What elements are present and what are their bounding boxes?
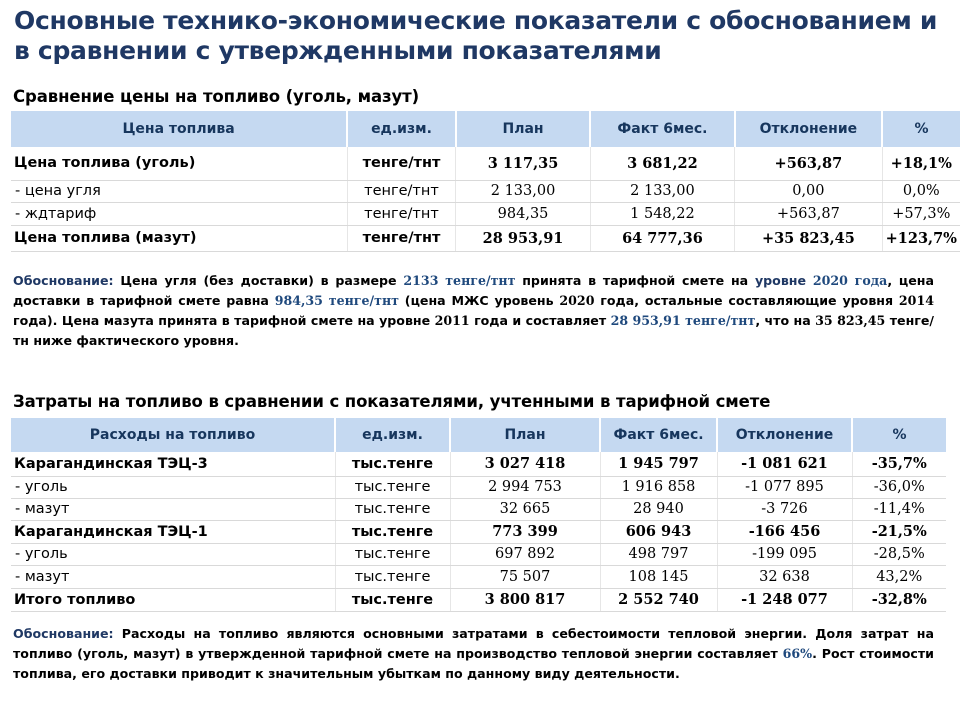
year-value: 2020 <box>559 293 595 308</box>
deviation-cell: -166 456 <box>717 520 852 543</box>
section1-justification <box>13 271 934 351</box>
table-row <box>11 202 960 225</box>
table-row <box>11 588 946 611</box>
deviation-cell: 32 638 <box>717 565 852 588</box>
percent-cell: +123,7% <box>882 225 960 251</box>
justification-text: , цена доставки в тарифной смете равна <box>13 273 934 308</box>
col-header: ед.изм. <box>335 418 450 452</box>
col-header: % <box>882 111 960 147</box>
plan-cell: 3 117,35 <box>456 147 590 180</box>
table-row <box>11 565 946 588</box>
col-header: Цена топлива <box>11 111 347 147</box>
justification-text: . Рост стоимости топлива, его доставки приводит к значительным убыткам по данному виду деятельности. <box>13 646 934 681</box>
fact-cell: 3 681,22 <box>590 147 734 180</box>
plan-cell: 3 027 418 <box>450 452 600 476</box>
col-header: Факт 6мес. <box>590 111 734 147</box>
unit-cell: тыс.тенге <box>335 565 450 588</box>
table-row <box>11 147 960 180</box>
fact-cell: 606 943 <box>600 520 717 543</box>
col-header: План <box>456 111 590 147</box>
unit-cell: тыс.тенге <box>335 498 450 520</box>
justification-text: года и составляет <box>469 313 611 328</box>
section2-justification <box>13 624 934 684</box>
fact-cell: 2 552 740 <box>600 588 717 611</box>
col-header: Отклонение <box>717 418 852 452</box>
justification-text: года, остальные составляющие уровня <box>594 293 899 308</box>
share-value: 66% <box>782 646 813 661</box>
year-value: 2011 <box>434 313 470 328</box>
row-label: - ждтариф <box>11 202 347 225</box>
unit-cell: тыс.тенге <box>335 543 450 565</box>
unit-cell: тыс.тенге <box>335 452 450 476</box>
unit-cell: тенге/тнт <box>347 180 456 202</box>
unit-cell: тыс.тенге <box>335 588 450 611</box>
deviation-cell: +563,87 <box>735 202 882 225</box>
justification-text: года). Цена мазута принята в тарифной смете на уровне <box>13 313 435 328</box>
fuel-cost-table <box>11 418 946 612</box>
percent-cell: 43,2% <box>852 565 946 588</box>
row-label: - мазут <box>11 498 335 520</box>
plan-cell: 773 399 <box>450 520 600 543</box>
year-value: 2014 <box>898 293 934 308</box>
level-year: 2020 года <box>812 273 888 288</box>
row-label: Цена топлива (мазут) <box>11 225 347 251</box>
percent-cell: -35,7% <box>852 452 946 476</box>
justification-label: Обоснование: <box>13 626 114 641</box>
unit-cell: тенге/тнт <box>347 202 456 225</box>
fact-cell: 28 940 <box>600 498 717 520</box>
col-header: % <box>852 418 946 452</box>
fuel-oil-price-value: 28 953,91 тенге/тнт <box>610 313 756 328</box>
fact-cell: 64 777,36 <box>590 225 734 251</box>
percent-cell: -28,5% <box>852 543 946 565</box>
percent-cell: +57,3% <box>882 202 960 225</box>
plan-cell: 75 507 <box>450 565 600 588</box>
delivery-price-value: 984,35 тенге/тнт <box>274 293 399 308</box>
deviation-cell: -3 726 <box>717 498 852 520</box>
percent-cell: -21,5% <box>852 520 946 543</box>
justification-text: тенге/тн ниже фактического уровня. <box>13 313 935 348</box>
justification-text: Расходы на топливо являются основными затратами в себестоимости тепловой энергии. Доля затрат на топливо (уголь, мазут) в утвержденной тарифной смете на производство тепловой энергии составляет <box>13 626 934 661</box>
deviation-cell: -1 248 077 <box>717 588 852 611</box>
row-label: - уголь <box>11 476 335 498</box>
unit-cell: тыс.тенге <box>335 520 450 543</box>
plan-cell: 28 953,91 <box>456 225 590 251</box>
plan-cell: 984,35 <box>456 202 590 225</box>
fact-cell: 1 548,22 <box>590 202 734 225</box>
justification-text: (цена МЖС уровень <box>398 293 560 308</box>
section1-heading: Сравнение цены на топливо (уголь, мазут) <box>13 87 420 106</box>
deviation-cell: +563,87 <box>735 147 882 180</box>
deviation-cell: -1 077 895 <box>717 476 852 498</box>
plan-cell: 3 800 817 <box>450 588 600 611</box>
row-label: - мазут <box>11 565 335 588</box>
table-row <box>11 180 960 202</box>
fact-cell: 2 133,00 <box>590 180 734 202</box>
deviation-cell: 0,00 <box>735 180 882 202</box>
plan-cell: 32 665 <box>450 498 600 520</box>
percent-cell: -36,0% <box>852 476 946 498</box>
justification-text: Цена угля (без доставки) в размере <box>113 273 404 288</box>
table-row <box>11 452 946 476</box>
col-header: ед.изм. <box>347 111 456 147</box>
fact-cell: 498 797 <box>600 543 717 565</box>
level-word: уровне <box>754 273 807 288</box>
unit-cell: тенге/тнт <box>347 147 456 180</box>
table-header-row <box>11 418 946 452</box>
fact-cell: 1 916 858 <box>600 476 717 498</box>
table-row <box>11 543 946 565</box>
table-row <box>11 476 946 498</box>
fuel-price-table <box>11 111 960 252</box>
row-label: - уголь <box>11 543 335 565</box>
row-label: Карагандинская ТЭЦ-3 <box>11 452 335 476</box>
col-header: Факт 6мес. <box>600 418 717 452</box>
col-header: План <box>450 418 600 452</box>
col-header: Отклонение <box>735 111 882 147</box>
row-label: Карагандинская ТЭЦ-1 <box>11 520 335 543</box>
coal-price-value: 2133 тенге/тнт <box>403 273 516 288</box>
row-label: - цена угля <box>11 180 347 202</box>
justification-text: принята в тарифной смете на <box>515 273 755 288</box>
table-header-row <box>11 111 960 147</box>
unit-cell: тенге/тнт <box>347 225 456 251</box>
percent-cell: +18,1% <box>882 147 960 180</box>
unit-cell: тыс.тенге <box>335 476 450 498</box>
table-row <box>11 498 946 520</box>
percent-cell: 0,0% <box>882 180 960 202</box>
justification-text: , что на <box>755 313 816 328</box>
row-label: Цена топлива (уголь) <box>11 147 347 180</box>
deviation-cell: +35 823,45 <box>735 225 882 251</box>
row-label: Итого топливо <box>11 588 335 611</box>
difference-value: 35 823,45 <box>815 313 886 328</box>
deviation-cell: -199 095 <box>717 543 852 565</box>
table-row <box>11 520 946 543</box>
page-title: Основные технико-экономические показатели с обоснованием и в сравнении с утвержденными показателями <box>14 6 938 65</box>
plan-cell: 2 994 753 <box>450 476 600 498</box>
col-header: Расходы на топливо <box>11 418 335 452</box>
fact-cell: 1 945 797 <box>600 452 717 476</box>
justification-label: Обоснование: <box>13 273 114 288</box>
percent-cell: -32,8% <box>852 588 946 611</box>
plan-cell: 697 892 <box>450 543 600 565</box>
fact-cell: 108 145 <box>600 565 717 588</box>
table-row <box>11 225 960 251</box>
percent-cell: -11,4% <box>852 498 946 520</box>
plan-cell: 2 133,00 <box>456 180 590 202</box>
section2-heading: Затраты на топливо в сравнении с показателями, учтенными в тарифной смете <box>13 392 771 411</box>
deviation-cell: -1 081 621 <box>717 452 852 476</box>
